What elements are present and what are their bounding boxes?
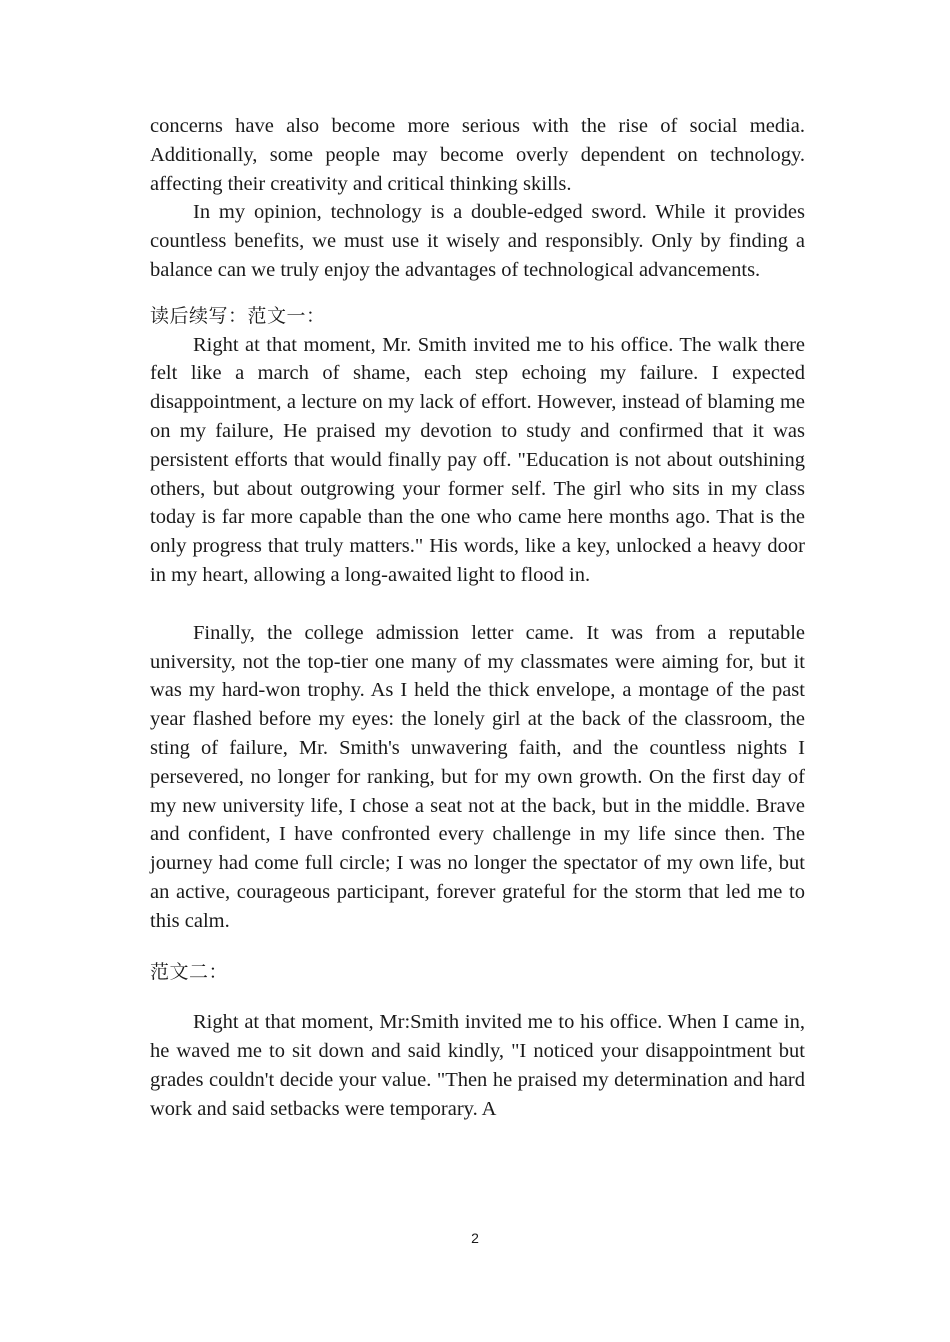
paragraph-office-visit: Right at that moment, Mr. Smith invited me to his office. The walk there felt like a march of shame, each step echoing my failure. I expected disappointment, a lecture on my lack of effort. However, instead of blaming me on my failure, He praised my devotion to study and confirmed that it was persistent efforts that would finally pay off. "Education is not about outshining others, but about outgrowing your former self. The girl who sits in my class today is far more capable than the one who came here months ago. That is the only progress that truly matters." His words, like a key, unlocked a heavy door in my heart, allowing a long-awaited light to flood in. xyxy=(150,333,805,586)
paragraph-continuation: concerns have also become more serious with the rise of social media. Additionally, some people may become overly dependent on technology. affecting their creativity and critical thinking skills. xyxy=(150,115,805,195)
spacer xyxy=(150,936,805,958)
paragraph-opinion: In my opinion, technology is a double-edged sword. While it provides countless benefits, we must use it wisely and responsibly. Only by finding a balance can we truly enjoy the advantages of technological advancements. xyxy=(150,201,805,281)
page-number: 2 xyxy=(471,1230,479,1246)
spacer xyxy=(150,590,805,619)
document-page xyxy=(150,112,805,1124)
paragraph-admission-letter: Finally, the college admission letter came. It was from a reputable university, not the top-tier one many of my classmates were aiming for, but it was my hard-won trophy. As I held the thick envelope, a montage of the past year flashed before my eyes: the lonely girl at the back of the classroom, the sting of failure, Mr. Smith's unwavering faith, and the countless nights I persevered, no longer for ranking, but for my own growth. On the first day of my new university life, I chose a seat not at the back, but in the middle. Brave and confident, I have confronted every challenge in my life since then. The journey had come full circle; I was no longer the spectator of my own life, but an active, courageous participant, forever grateful for the storm that led me to this calm. xyxy=(150,621,805,932)
spacer xyxy=(150,285,805,302)
paragraph-sample-two: Right at that moment, Mr:Smith invited me to his office. When I came in, he waved me to sit down and said kindly, "I noticed your disappointment but grades couldn't decide your value. "Then he praised my determination and hard work and said setbacks were temporary. A xyxy=(150,1011,805,1120)
section-heading-sample-two: 范文二： xyxy=(150,960,229,983)
spacer xyxy=(150,986,805,1008)
section-heading-sample-one: 读后续写：范文一： xyxy=(150,304,326,327)
